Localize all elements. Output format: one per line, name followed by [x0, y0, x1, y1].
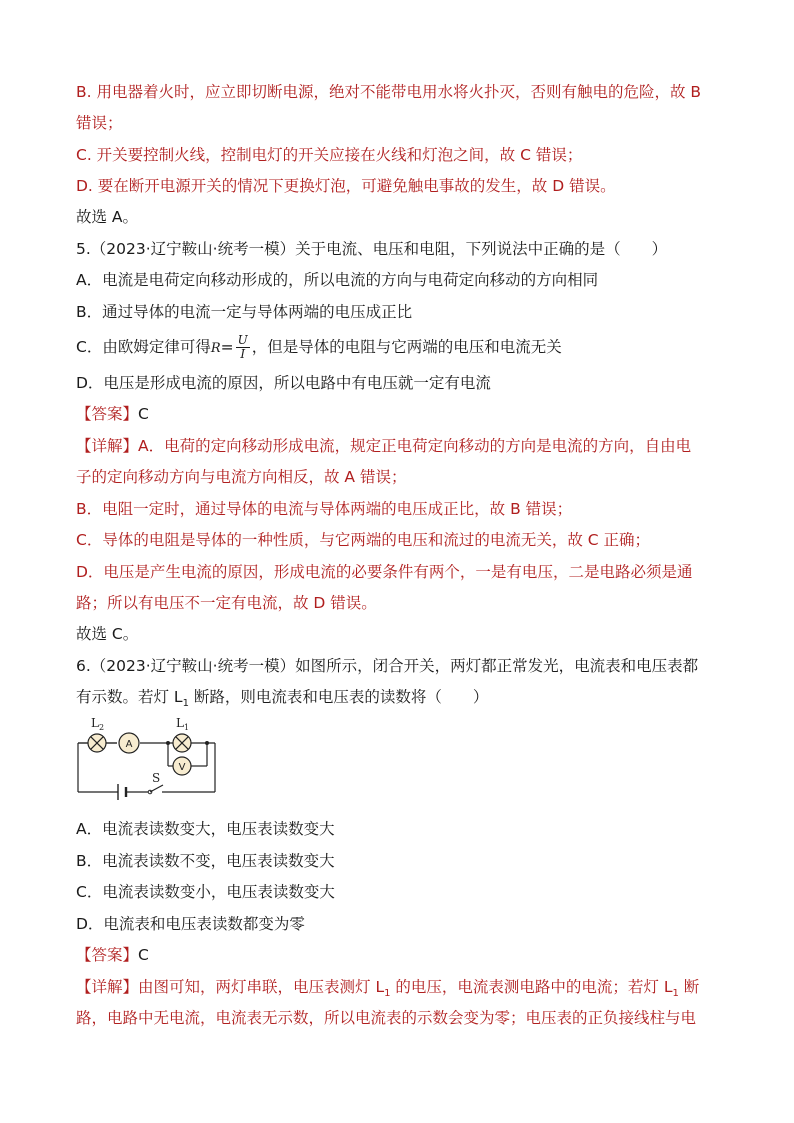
answer-tag: 【答案】: [76, 946, 139, 964]
question-6-option-d: D．电流表和电压表读数都变为零: [76, 915, 305, 933]
text-line: 故选 A。: [76, 208, 139, 226]
stem-text: 断路，则电流表和电压表的读数将（ ）: [188, 688, 489, 706]
battery-icon: [118, 784, 126, 800]
answer-value: C: [138, 946, 149, 964]
text-line: B. 用电器着火时，应立即切断电源，绝对不能带电用水将火扑灭，否则有触电的危险，故 B: [76, 83, 702, 101]
question-5-option-d: D．电压是形成电流的原因，所以电路中有电压就一定有电流: [76, 374, 491, 392]
question-5-option-c: [76, 332, 562, 364]
option-c-suffix: ，但是导体的电阻与它两端的电压和电流无关: [251, 338, 562, 356]
resistance-symbol: R: [210, 341, 221, 356]
answer-value: C: [138, 405, 149, 423]
option-c-prefix: C．由欧姆定律可得: [76, 338, 211, 356]
equals-sign: =: [220, 338, 234, 356]
lamp-l1-icon: [173, 734, 191, 752]
detail-text: 路，电路中无电流，电流表无示数，所以电流表的示数会变为零；电压表的正负接线柱与电: [76, 1009, 697, 1027]
detail-tag: 【详解】: [76, 978, 139, 996]
question-5-choose: 故选 C。: [76, 625, 139, 643]
fraction-numerator: U: [237, 333, 248, 347]
question-5-option-a: A．电流是电荷定向移动形成的，所以电流的方向与电荷定向移动的方向相同: [76, 271, 599, 289]
question-6-stem: [76, 686, 488, 715]
question-6-detail: [76, 976, 699, 1005]
ohm-law-fraction: [236, 334, 250, 361]
label-voltmeter: V: [178, 762, 186, 773]
text-line: D. 要在断开电源开关的情况下更换灯泡，可避免触电事故的发生，故 D 错误。: [76, 177, 616, 195]
fraction-denominator: I: [240, 347, 246, 361]
detail-text: 路；所以有电压不一定有电流，故 D 错误。: [76, 594, 377, 612]
question-6-stem: 6.（2023·辽宁鞍山·统考一模）如图所示，闭合开关，两灯都正常发光，电流表和电压表都: [76, 657, 699, 675]
detail-text: D．电压是产生电流的原因，形成电流的必要条件有两个，一是有电压，二是电路必须是通: [76, 563, 693, 581]
detail-text: 由图可知，两灯串联，电压表测灯 $L_1$ 的电压，电流表测电路中的电流；若灯 $L_1$ 断: [138, 978, 700, 1000]
lamp-l2-icon: [88, 734, 106, 752]
question-5-stem: 5.（2023·辽宁鞍山·统考一模）关于电流、电压和电阻，下列说法中正确的是（ ）: [76, 240, 668, 258]
detail-text: C．导体的电阻是导体的一种性质，与它两端的电压和流过的电流无关，故 C 正确；: [76, 531, 651, 549]
label-l1: $L_1$: [176, 716, 190, 732]
label-switch: S: [152, 771, 161, 785]
circuit-diagram: [70, 712, 230, 804]
question-6-option-c: C．电流表读数变小，电压表读数变大: [76, 883, 335, 901]
question-5-option-b: B．通过导体的电流一定与导体两端的电压成正比: [76, 303, 413, 321]
text-line: 错误；: [76, 114, 123, 132]
label-l2: $L_2$: [91, 716, 105, 732]
detail-text: A．电荷的定向移动形成电流，规定正电荷定向移动的方向是电流的方向，自由电: [138, 437, 692, 455]
question-6-option-b: B．电流表读数不变，电压表读数变大: [76, 852, 335, 870]
stem-text: 有示数。若灯 L: [76, 688, 183, 706]
switch-icon: [148, 785, 163, 794]
subscript: 1: [182, 698, 189, 710]
label-ammeter: A: [125, 739, 133, 750]
answer-tag: 【答案】: [76, 405, 139, 423]
question-5-detail: [76, 435, 691, 457]
question-6-answer: [76, 944, 149, 966]
text-line: C. 开关要控制火线，控制电灯的开关应接在火线和灯泡之间，故 C 错误；: [76, 146, 583, 164]
detail-tag: 【详解】: [76, 437, 139, 455]
detail-text: 子的定向移动方向与电流方向相反，故 A 错误；: [76, 468, 407, 486]
detail-text: B．电阻一定时，通过导体的电流与导体两端的电压成正比，故 B 错误；: [76, 500, 573, 518]
question-6-option-a: A．电流表读数变大，电压表读数变大: [76, 820, 335, 838]
question-5-answer: [76, 403, 149, 425]
